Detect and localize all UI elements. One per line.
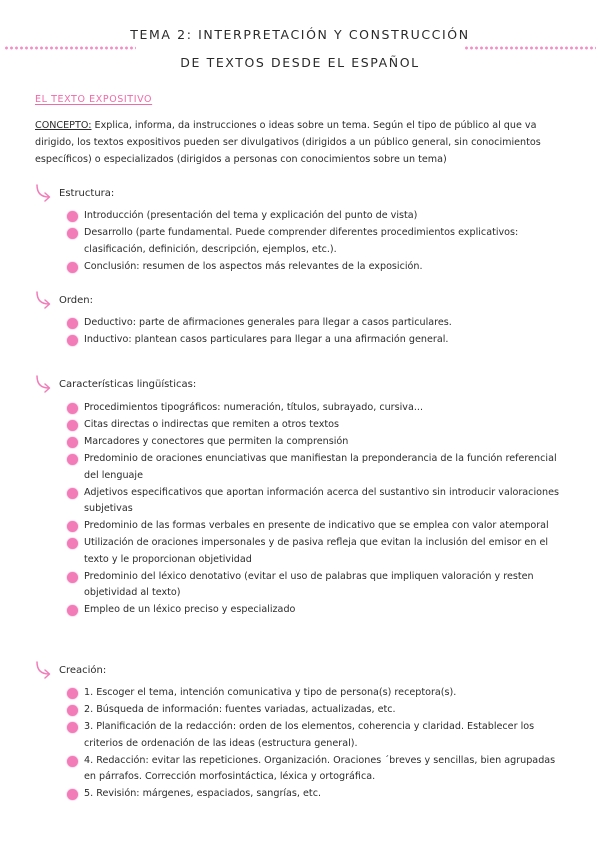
list-item: 1. Escoger el tema, intención comunicativa y tipo de persona(s) receptora(s). (66, 685, 566, 702)
curved-arrow-icon (34, 183, 56, 203)
concept-text: Explica, informa, da instrucciones o ideas sobre un tema. Según el tipo de público al que va dirigido, los textos expositivos pueden ser divulgativos (dirigidos a un público general, sin conocimientos específicos) o especializados (dirigidos a personas con conocimientos sobre un tema) (35, 120, 541, 165)
bullet-dot-icon (67, 722, 78, 733)
list-item: Utilización de oraciones impersonales y de pasiva refleja que evitan la inclusión del emisor en el texto y le proporcionan objetividad (66, 535, 566, 568)
bullet-dot-icon (67, 211, 78, 222)
list-item: Deductivo: parte de afirmaciones generales para llegar a casos particulares. (66, 315, 566, 332)
list-item: Marcadores y conectores que permiten la comprensión (66, 434, 566, 451)
estructura-heading (34, 183, 114, 203)
bullet-dot-icon (67, 789, 78, 800)
list-item: Predominio de las formas verbales en presente de indicativo que se emplea con valor atemporal (66, 518, 566, 535)
orden-heading-text: Orden: (59, 294, 94, 306)
page-title-line-2: DE TEXTOS DESDE EL ESPAÑOL (180, 55, 420, 70)
bullet-dot-icon (67, 521, 78, 532)
orden-list (66, 315, 566, 349)
estructura-heading-text: Estructura: (59, 187, 115, 199)
section-title: EL TEXTO EXPOSITIVO (35, 94, 153, 105)
bullet-dot-icon (67, 420, 78, 431)
dotted-divider-left (4, 46, 136, 50)
creacion-list (66, 685, 566, 803)
bullet-dot-icon (67, 572, 78, 583)
list-item: Conclusión: resumen de los aspectos más relevantes de la exposición. (66, 259, 566, 276)
caracteristicas-heading-text: Características lingüísticas: (59, 378, 197, 390)
bullet-dot-icon (67, 538, 78, 549)
list-item: Citas directas o indirectas que remiten a otros textos (66, 417, 566, 434)
list-item: Predominio del léxico denotativo (evitar el uso de palabras que impliquen valoración y resten objetividad al texto) (66, 569, 566, 602)
caracteristicas-heading (34, 374, 196, 394)
bullet-dot-icon (67, 318, 78, 329)
bullet-dot-icon (67, 688, 78, 699)
bullet-dot-icon (67, 403, 78, 414)
list-item: Inductivo: plantean casos particulares para llegar a una afirmación general. (66, 332, 566, 349)
list-item: Desarrollo (parte fundamental. Puede comprender diferentes procedimientos explicativos: clasificación, definición, descripción, ejemplos, etc.). (66, 225, 566, 258)
caracteristicas-list (66, 400, 566, 619)
bullet-dot-icon (67, 488, 78, 499)
curved-arrow-icon (34, 290, 56, 310)
creacion-heading-text: Creación: (59, 664, 107, 676)
bullet-dot-icon (67, 605, 78, 616)
orden-heading (34, 290, 93, 310)
concept-paragraph (35, 117, 555, 168)
bullet-dot-icon (67, 756, 78, 767)
list-item: Empleo de un léxico preciso y especializado (66, 602, 566, 619)
list-item: 5. Revisión: márgenes, espaciados, sangrías, etc. (66, 786, 566, 803)
bullet-dot-icon (67, 437, 78, 448)
list-item: 2. Búsqueda de información: fuentes variadas, actualizadas, etc. (66, 702, 566, 719)
bullet-dot-icon (67, 335, 78, 346)
dotted-divider-right (464, 46, 596, 50)
list-item: Predominio de oraciones enunciativas que manifiestan la preponderancia de la función referencial del lenguaje (66, 451, 566, 484)
concept-label: CONCEPTO: (35, 120, 92, 131)
page-title-line-1: TEMA 2: INTERPRETACIÓN Y CONSTRUCCIÓN (130, 27, 470, 42)
bullet-dot-icon (67, 228, 78, 239)
bullet-dot-icon (67, 454, 78, 465)
bullet-dot-icon (67, 705, 78, 716)
list-item: 4. Redacción: evitar las repeticiones. Organización. Oraciones ´breves y sencillas, bien agrupadas en párrafos. Corrección morfosintáctica, léxica y ortográfica. (66, 753, 566, 786)
list-item: Adjetivos especificativos que aportan información acerca del sustantivo sin introducir valoraciones subjetivas (66, 485, 566, 518)
curved-arrow-icon (34, 660, 56, 680)
creacion-heading (34, 660, 106, 680)
curved-arrow-icon (34, 374, 56, 394)
list-item: Introducción (presentación del tema y explicación del punto de vista) (66, 208, 566, 225)
list-item: Procedimientos tipográficos: numeración, títulos, subrayado, cursiva... (66, 400, 566, 417)
bullet-dot-icon (67, 262, 78, 273)
estructura-list (66, 208, 566, 276)
list-item: 3. Planificación de la redacción: orden de los elementos, coherencia y claridad. Establecer los criterios de ordenación de las ideas (estructura general). (66, 719, 566, 752)
